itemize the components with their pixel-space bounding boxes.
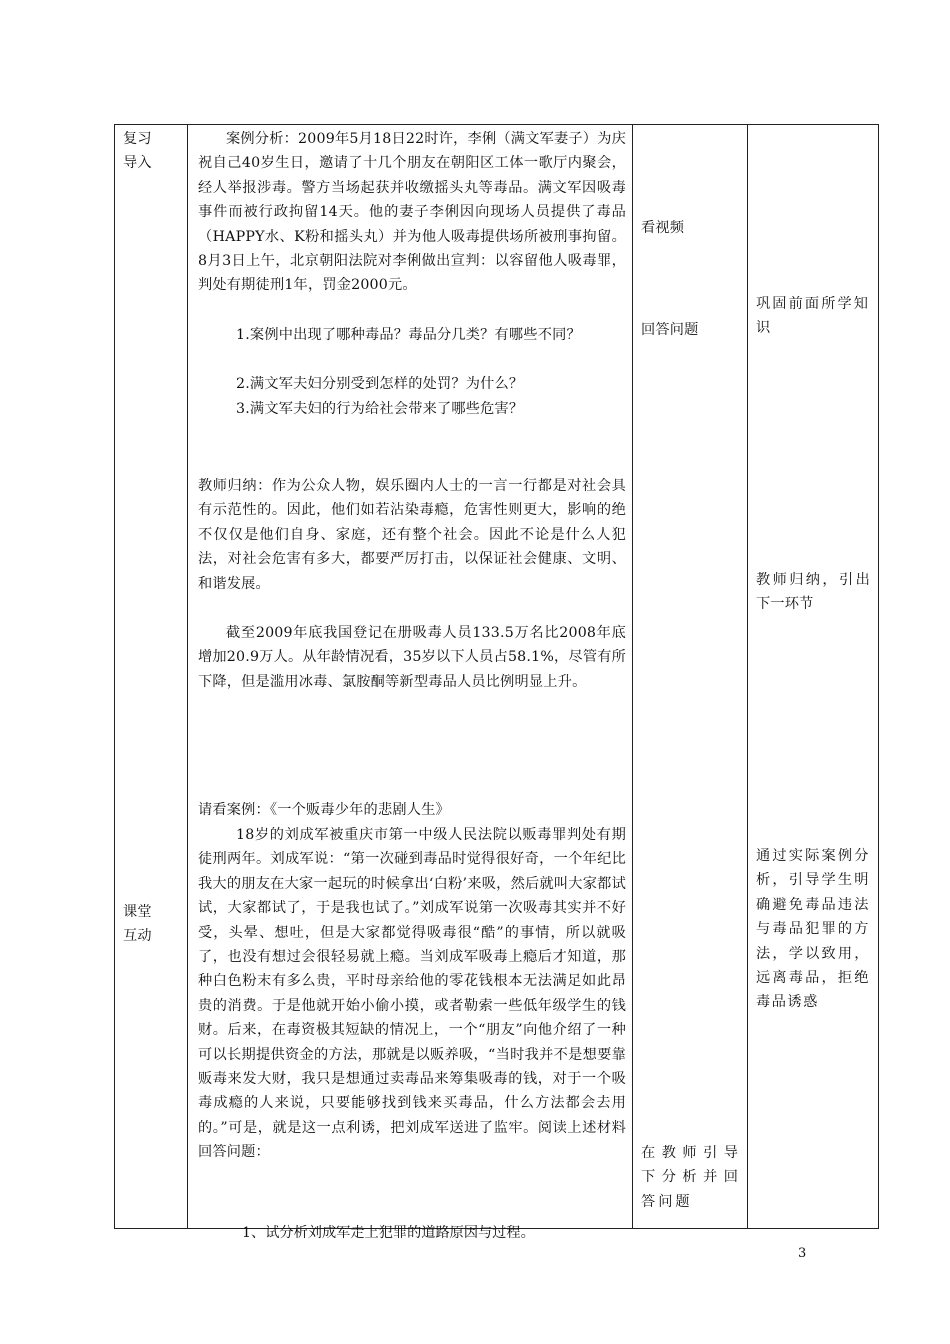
drug-statistics: 截至2009年底我国登记在册吸毒人员133.5万名比2008年底增加20.9万人。从年龄情况看，35岁以下人员占58.1%，尽管有所下降，但是滥用冰毒、氯胺酮等新型毒品人员比例明显上升。 [198,625,626,690]
activity-answer: 回答问题 [641,322,699,338]
page-number: 3 [798,1246,807,1261]
stage-class-interaction: 课堂 互动 [123,904,152,945]
stage-column [115,125,188,1229]
content-column [188,125,633,1229]
teacher-summary: 教师归纳：作为公众人物，娱乐圈内人士的一言一行都是对社会具有示范性的。因此，他们如若沾染毒瘾，危害性则更大，影响的绝不仅仅是他们自身、家庭，还有整个社会。因此不论是什么人犯法，对社会危害有多大，都要严厉打击，以保证社会健康、文明、和谐发展。 [198,478,626,592]
lesson-plan-table [114,124,879,1229]
stage-review-intro: 复习 导入 [123,131,152,172]
intent-case-guidance: 通过实际案例分析，引导学生明确避免毒品违法与毒品犯罪的方法，学以致用，远离毒品，拒绝毒品诱惑 [756,848,870,1011]
question-3: 3.满文军夫妇的行为给社会带来了哪些危害？ [236,401,524,417]
activity-watch-video: 看视频 [641,220,685,236]
case2-body: 18岁的刘成军被重庆市第一中级人民法院以贩毒罪判处有期徒刑两年。刘成军说：“第一次碰到毒品时觉得很好奇，一个年纪比我大的朋友在大家一起玩的时候拿出‘白粉’来吸，然后就叫大家都试试，大家都试了，于是我也试了。”刘成军说第一次吸毒其实并不好受，头晕、想吐，但是大家都觉得吸毒很“酷”的事情，所以就吸了，也没有想过会很轻易就上瘾。当刘成军吸毒上瘾后才知道，那种白色粉末有多么贵，平时母亲给他的零花钱根本无法满足如此昂贵的消费。于是他就开始小偷小摸，或者勒索一些低年级学生的钱财。后来，在毒资极其短缺的情况上，一个“朋友”向他介绍了一种可以长期提供资金的方法，那就是以贩养吸，“当时我并不是想要靠贩毒来发大财，我只是想通过卖毒品来筹集吸毒的钱，对于一个吸毒成瘾的人来说，只要能够找到钱来买毒品，什么方法都会去用的。”可是，就是这一点利诱，把刘成军送进了监牢。阅读上述材料回答问题： [198,827,626,1161]
case-analysis-text: 案例分析：2009年5月18日22时许，李俐（满文军妻子）为庆祝自己40岁生日，邀请了十几个朋友在朝阳区工体一歌厅内聚会，经人举报涉毒。警方当场起获并收缴摇头丸等毒品。满文军因吸毒事件而被行政拘留14天。他的妻子李俐因向现场人员提供了毒品（HAPPY水、K粉和摇头丸）并为他人吸毒提供场所被刑事拘留。8月3日上午，北京朝阳法院对李俐做出宣判：以容留他人吸毒罪，判处有期徒刑1年，罚金2000元。 [198,131,626,294]
student-activity-column [633,125,748,1229]
question-2: 2.满文军夫妇分别受到怎样的处罚？为什么？ [236,376,524,392]
activity-guided-analysis: 在教师引导下分析并回答问题 [641,1145,741,1210]
table-row [115,125,879,1229]
question-1: 1.案例中出现了哪种毒品？毒品分几类？有哪些不同？ [236,327,581,343]
overflow-question: 1、试分析刘成军走上犯罪的道路原因与过程。 [242,1225,535,1241]
intent-consolidate: 巩固前面所学知识 [756,296,870,337]
case2-title: 请看案例：《一个贩毒少年的悲剧人生》 [198,802,450,818]
intent-summary: 教师归纳，引出下一环节 [756,572,870,613]
design-intent-column [748,125,879,1229]
